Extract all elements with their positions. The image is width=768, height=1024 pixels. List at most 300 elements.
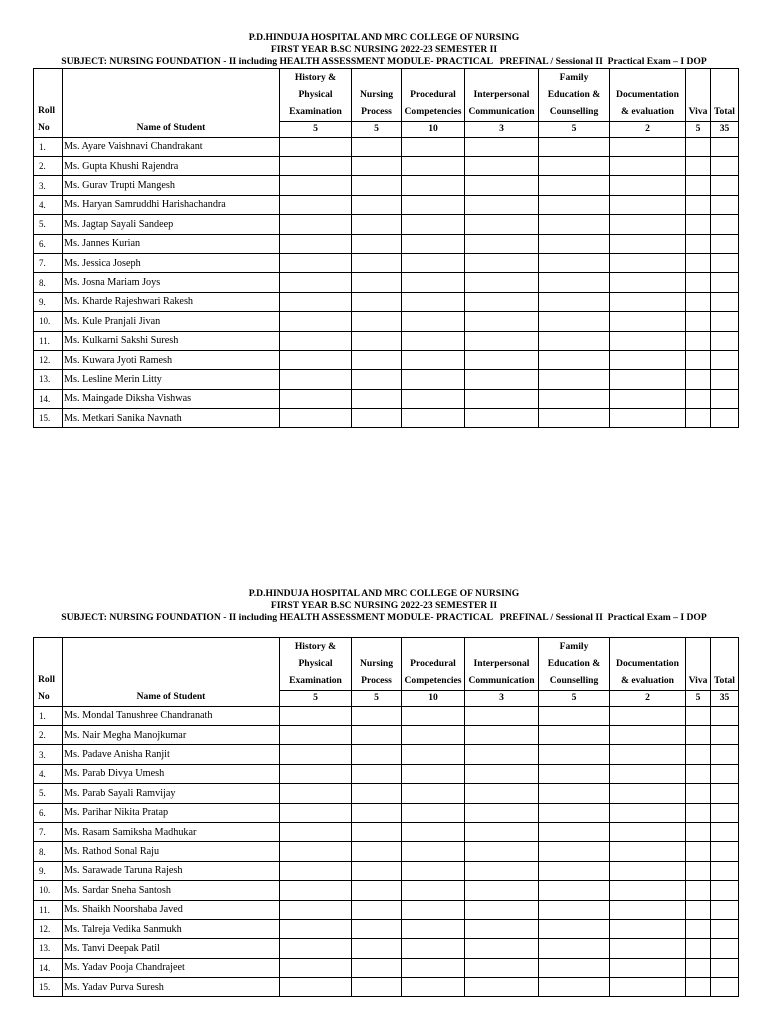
student-name: Ms. Jagtap Sayali Sandeep — [63, 215, 280, 234]
roll-number: 11. — [34, 331, 63, 350]
mark-cell-procedural[interactable] — [402, 195, 465, 214]
mark-cell-nursing-process[interactable] — [352, 726, 402, 745]
mark-cell-procedural[interactable] — [402, 331, 465, 350]
column-header-line: Competencies — [404, 675, 462, 687]
mark-cell-procedural[interactable] — [402, 253, 465, 272]
student-name: Ms. Kuwara Jyoti Ramesh — [63, 350, 280, 369]
mark-cell-interpersonal[interactable] — [465, 764, 539, 783]
mark-cell-procedural[interactable] — [402, 900, 465, 919]
mark-cell-interpersonal[interactable] — [465, 273, 539, 292]
mark-cell-family[interactable] — [539, 331, 610, 350]
mark-cell-interpersonal[interactable] — [465, 215, 539, 234]
roll-number: 10. — [34, 881, 63, 900]
mark-cell-total[interactable] — [711, 350, 739, 369]
mark-cell-family[interactable] — [539, 803, 610, 822]
student-row — [34, 350, 739, 369]
mark-cell-family[interactable] — [539, 958, 610, 977]
mark-cell-total[interactable] — [711, 803, 739, 822]
mark-cell-viva[interactable] — [686, 137, 711, 156]
mark-cell-family[interactable] — [539, 312, 610, 331]
mark-cell-interpersonal[interactable] — [465, 958, 539, 977]
roll-number: 6. — [34, 234, 63, 253]
mark-cell-nursing-process[interactable] — [352, 370, 402, 389]
subject-title: SUBJECT: NURSING FOUNDATION - II including HEALTH ASSESSMENT MODULE- PRACTICAL PREFINAL / Sessional II Practical Exam – I DOP — [61, 56, 707, 67]
mark-cell-nursing-process[interactable] — [352, 409, 402, 428]
mark-cell-total[interactable] — [711, 176, 739, 195]
column-header-family — [539, 638, 610, 691]
mark-cell-nursing-process[interactable] — [352, 215, 402, 234]
mark-cell-total[interactable] — [711, 292, 739, 311]
mark-cell-total[interactable] — [711, 764, 739, 783]
mark-cell-documentation[interactable] — [610, 745, 686, 764]
student-row — [34, 803, 739, 822]
mark-cell-nursing-process[interactable] — [352, 745, 402, 764]
mark-cell-viva[interactable] — [686, 350, 711, 369]
mark-cell-interpersonal[interactable] — [465, 784, 539, 803]
column-header-total — [711, 69, 739, 122]
mark-cell-total[interactable] — [711, 312, 739, 331]
mark-cell-documentation[interactable] — [610, 919, 686, 938]
mark-cell-viva[interactable] — [686, 881, 711, 900]
mark-cell-documentation[interactable] — [610, 312, 686, 331]
column-header-line: Process — [361, 106, 392, 118]
mark-cell-history[interactable] — [280, 900, 352, 919]
max-marks-procedural: 10 — [402, 121, 465, 137]
student-name: Ms. Metkari Sanika Navnath — [63, 409, 280, 428]
mark-cell-viva[interactable] — [686, 822, 711, 841]
mark-cell-documentation[interactable] — [610, 803, 686, 822]
student-row — [34, 745, 739, 764]
mark-cell-viva[interactable] — [686, 157, 711, 176]
mark-cell-documentation[interactable] — [610, 195, 686, 214]
mark-cell-procedural[interactable] — [402, 919, 465, 938]
mark-cell-nursing-process[interactable] — [352, 706, 402, 725]
mark-cell-nursing-process[interactable] — [352, 312, 402, 331]
mark-cell-viva[interactable] — [686, 176, 711, 195]
mark-cell-interpersonal[interactable] — [465, 745, 539, 764]
mark-cell-interpersonal[interactable] — [465, 234, 539, 253]
mark-cell-family[interactable] — [539, 726, 610, 745]
max-marks-family: 5 — [539, 121, 610, 137]
mark-cell-procedural[interactable] — [402, 764, 465, 783]
mark-cell-procedural[interactable] — [402, 157, 465, 176]
mark-cell-viva[interactable] — [686, 803, 711, 822]
student-name: Ms. Lesline Merin Litty — [63, 370, 280, 389]
mark-cell-family[interactable] — [539, 822, 610, 841]
mark-cell-total[interactable] — [711, 900, 739, 919]
mark-cell-nursing-process[interactable] — [352, 881, 402, 900]
mark-cell-documentation[interactable] — [610, 764, 686, 783]
mark-cell-viva[interactable] — [686, 919, 711, 938]
mark-cell-total[interactable] — [711, 842, 739, 861]
mark-cell-procedural[interactable] — [402, 745, 465, 764]
mark-cell-total[interactable] — [711, 958, 739, 977]
mark-cell-interpersonal[interactable] — [465, 409, 539, 428]
mark-cell-history[interactable] — [280, 939, 352, 958]
mark-cell-viva[interactable] — [686, 292, 711, 311]
mark-cell-procedural[interactable] — [402, 215, 465, 234]
mark-cell-total[interactable] — [711, 389, 739, 408]
mark-cell-interpersonal[interactable] — [465, 312, 539, 331]
mark-cell-documentation[interactable] — [610, 389, 686, 408]
mark-cell-interpersonal[interactable] — [465, 706, 539, 725]
mark-cell-nursing-process[interactable] — [352, 958, 402, 977]
mark-cell-total[interactable] — [711, 331, 739, 350]
mark-cell-documentation[interactable] — [610, 900, 686, 919]
mark-cell-nursing-process[interactable] — [352, 784, 402, 803]
mark-cell-family[interactable] — [539, 176, 610, 195]
mark-cell-interpersonal[interactable] — [465, 919, 539, 938]
mark-cell-interpersonal[interactable] — [465, 726, 539, 745]
mark-cell-family[interactable] — [539, 745, 610, 764]
column-header-line: Competencies — [404, 106, 462, 118]
column-header-line: Examination — [289, 675, 342, 687]
roll-number: 12. — [34, 350, 63, 369]
mark-cell-family[interactable] — [539, 137, 610, 156]
mark-cell-viva[interactable] — [686, 900, 711, 919]
mark-cell-procedural[interactable] — [402, 803, 465, 822]
mark-cell-interpersonal[interactable] — [465, 331, 539, 350]
mark-cell-family[interactable] — [539, 706, 610, 725]
mark-cell-documentation[interactable] — [610, 784, 686, 803]
mark-cell-documentation[interactable] — [610, 215, 686, 234]
mark-cell-interpersonal[interactable] — [465, 137, 539, 156]
mark-cell-nursing-process[interactable] — [352, 234, 402, 253]
mark-cell-viva[interactable] — [686, 370, 711, 389]
roll-number: 14. — [34, 958, 63, 977]
mark-cell-viva[interactable] — [686, 842, 711, 861]
mark-cell-interpersonal[interactable] — [465, 292, 539, 311]
mark-cell-family[interactable] — [539, 370, 610, 389]
mark-cell-documentation[interactable] — [610, 706, 686, 725]
mark-cell-total[interactable] — [711, 978, 739, 997]
mark-cell-history[interactable] — [280, 822, 352, 841]
mark-cell-procedural[interactable] — [402, 409, 465, 428]
mark-cell-history[interactable] — [280, 292, 352, 311]
mark-cell-documentation[interactable] — [610, 881, 686, 900]
mark-cell-history[interactable] — [280, 215, 352, 234]
mark-cell-total[interactable] — [711, 234, 739, 253]
column-header-viva — [686, 638, 711, 691]
mark-cell-nursing-process[interactable] — [352, 939, 402, 958]
student-row — [34, 842, 739, 861]
student-row — [34, 215, 739, 234]
roll-number: 2. — [34, 157, 63, 176]
mark-cell-documentation[interactable] — [610, 350, 686, 369]
mark-cell-family[interactable] — [539, 919, 610, 938]
mark-cell-documentation[interactable] — [610, 331, 686, 350]
mark-cell-viva[interactable] — [686, 234, 711, 253]
student-row — [34, 764, 739, 783]
mark-cell-history[interactable] — [280, 745, 352, 764]
mark-cell-nursing-process[interactable] — [352, 273, 402, 292]
mark-cell-nursing-process[interactable] — [352, 389, 402, 408]
mark-cell-procedural[interactable] — [402, 784, 465, 803]
mark-cell-viva[interactable] — [686, 389, 711, 408]
mark-cell-history[interactable] — [280, 331, 352, 350]
mark-cell-family[interactable] — [539, 292, 610, 311]
mark-cell-documentation[interactable] — [610, 137, 686, 156]
roll-number: 9. — [34, 861, 63, 880]
mark-cell-total[interactable] — [711, 409, 739, 428]
mark-cell-family[interactable] — [539, 273, 610, 292]
student-row — [34, 939, 739, 958]
mark-cell-history[interactable] — [280, 881, 352, 900]
student-row — [34, 389, 739, 408]
mark-cell-history[interactable] — [280, 273, 352, 292]
mark-cell-procedural[interactable] — [402, 978, 465, 997]
mark-cell-documentation[interactable] — [610, 292, 686, 311]
mark-cell-viva[interactable] — [686, 726, 711, 745]
mark-cell-viva[interactable] — [686, 706, 711, 725]
max-marks-total: 35 — [711, 690, 739, 706]
mark-cell-documentation[interactable] — [610, 939, 686, 958]
mark-cell-viva[interactable] — [686, 978, 711, 997]
column-header-line: No — [38, 122, 50, 134]
mark-cell-interpersonal[interactable] — [465, 842, 539, 861]
mark-cell-total[interactable] — [711, 370, 739, 389]
mark-cell-nursing-process[interactable] — [352, 764, 402, 783]
mark-cell-documentation[interactable] — [610, 958, 686, 977]
mark-cell-history[interactable] — [280, 157, 352, 176]
column-header-line: Roll — [38, 105, 56, 117]
mark-cell-nursing-process[interactable] — [352, 842, 402, 861]
mark-cell-family[interactable] — [539, 900, 610, 919]
mark-cell-documentation[interactable] — [610, 861, 686, 880]
mark-cell-history[interactable] — [280, 919, 352, 938]
mark-cell-family[interactable] — [539, 409, 610, 428]
column-header-line: Process — [361, 675, 392, 687]
mark-cell-history[interactable] — [280, 958, 352, 977]
mark-cell-family[interactable] — [539, 389, 610, 408]
mark-cell-documentation[interactable] — [610, 234, 686, 253]
mark-cell-nursing-process[interactable] — [352, 137, 402, 156]
mark-cell-family[interactable] — [539, 195, 610, 214]
mark-cell-procedural[interactable] — [402, 234, 465, 253]
max-marks-family: 5 — [539, 690, 610, 706]
roll-number: 7. — [34, 822, 63, 841]
mark-cell-total[interactable] — [711, 137, 739, 156]
student-name: Ms. Josna Mariam Joys — [63, 273, 280, 292]
mark-cell-nursing-process[interactable] — [352, 331, 402, 350]
mark-cell-history[interactable] — [280, 784, 352, 803]
mark-cell-family[interactable] — [539, 939, 610, 958]
mark-cell-total[interactable] — [711, 939, 739, 958]
mark-cell-documentation[interactable] — [610, 409, 686, 428]
mark-cell-nursing-process[interactable] — [352, 861, 402, 880]
mark-cell-procedural[interactable] — [402, 939, 465, 958]
student-name: Ms. Gurav Trupti Mangesh — [63, 176, 280, 195]
mark-cell-procedural[interactable] — [402, 822, 465, 841]
mark-cell-history[interactable] — [280, 370, 352, 389]
mark-cell-total[interactable] — [711, 253, 739, 272]
mark-cell-procedural[interactable] — [402, 881, 465, 900]
student-name: Ms. Yadav Purva Suresh — [63, 978, 280, 997]
mark-cell-nursing-process[interactable] — [352, 176, 402, 195]
mark-cell-interpersonal[interactable] — [465, 157, 539, 176]
mark-cell-viva[interactable] — [686, 331, 711, 350]
mark-cell-total[interactable] — [711, 745, 739, 764]
mark-cell-history[interactable] — [280, 234, 352, 253]
mark-cell-history[interactable] — [280, 726, 352, 745]
mark-cell-total[interactable] — [711, 195, 739, 214]
mark-cell-interpersonal[interactable] — [465, 822, 539, 841]
mark-cell-viva[interactable] — [686, 764, 711, 783]
mark-cell-viva[interactable] — [686, 745, 711, 764]
mark-cell-nursing-process[interactable] — [352, 350, 402, 369]
mark-cell-total[interactable] — [711, 726, 739, 745]
mark-cell-nursing-process[interactable] — [352, 822, 402, 841]
mark-cell-history[interactable] — [280, 978, 352, 997]
mark-cell-history[interactable] — [280, 706, 352, 725]
mark-cell-procedural[interactable] — [402, 861, 465, 880]
mark-cell-interpersonal[interactable] — [465, 803, 539, 822]
mark-cell-history[interactable] — [280, 409, 352, 428]
mark-cell-nursing-process[interactable] — [352, 292, 402, 311]
mark-cell-procedural[interactable] — [402, 726, 465, 745]
mark-cell-viva[interactable] — [686, 215, 711, 234]
mark-cell-family[interactable] — [539, 234, 610, 253]
mark-cell-interpersonal[interactable] — [465, 370, 539, 389]
mark-cell-interpersonal[interactable] — [465, 978, 539, 997]
mark-cell-interpersonal[interactable] — [465, 939, 539, 958]
mark-cell-history[interactable] — [280, 842, 352, 861]
mark-cell-history[interactable] — [280, 861, 352, 880]
mark-cell-history[interactable] — [280, 803, 352, 822]
mark-cell-total[interactable] — [711, 706, 739, 725]
mark-cell-viva[interactable] — [686, 273, 711, 292]
mark-cell-procedural[interactable] — [402, 389, 465, 408]
mark-cell-procedural[interactable] — [402, 706, 465, 725]
mark-cell-family[interactable] — [539, 861, 610, 880]
mark-cell-interpersonal[interactable] — [465, 861, 539, 880]
mark-cell-family[interactable] — [539, 784, 610, 803]
mark-cell-total[interactable] — [711, 861, 739, 880]
student-name: Ms. Padave Anisha Ranjit — [63, 745, 280, 764]
mark-cell-procedural[interactable] — [402, 292, 465, 311]
mark-cell-procedural[interactable] — [402, 137, 465, 156]
column-header-line: Total — [714, 106, 735, 118]
mark-cell-viva[interactable] — [686, 312, 711, 331]
mark-cell-total[interactable] — [711, 881, 739, 900]
mark-cell-nursing-process[interactable] — [352, 803, 402, 822]
mark-cell-history[interactable] — [280, 350, 352, 369]
max-marks-history: 5 — [280, 690, 352, 706]
mark-cell-documentation[interactable] — [610, 157, 686, 176]
mark-cell-family[interactable] — [539, 764, 610, 783]
mark-cell-interpersonal[interactable] — [465, 881, 539, 900]
column-header-nursing-process — [352, 69, 402, 122]
sheet-header — [0, 588, 768, 624]
student-row — [34, 726, 739, 745]
mark-cell-interpersonal[interactable] — [465, 350, 539, 369]
mark-cell-family[interactable] — [539, 157, 610, 176]
mark-cell-documentation[interactable] — [610, 978, 686, 997]
mark-cell-history[interactable] — [280, 195, 352, 214]
mark-cell-history[interactable] — [280, 764, 352, 783]
mark-cell-documentation[interactable] — [610, 253, 686, 272]
column-header-line: Family — [559, 72, 589, 83]
mark-cell-nursing-process[interactable] — [352, 978, 402, 997]
mark-cell-total[interactable] — [711, 215, 739, 234]
mark-cell-interpersonal[interactable] — [465, 195, 539, 214]
column-header-line: Examination — [289, 106, 342, 118]
mark-cell-family[interactable] — [539, 350, 610, 369]
mark-cell-family[interactable] — [539, 253, 610, 272]
mark-cell-family[interactable] — [539, 978, 610, 997]
mark-cell-interpersonal[interactable] — [465, 253, 539, 272]
mark-cell-viva[interactable] — [686, 195, 711, 214]
mark-cell-viva[interactable] — [686, 958, 711, 977]
roll-number: 2. — [34, 726, 63, 745]
mark-cell-procedural[interactable] — [402, 370, 465, 389]
mark-cell-procedural[interactable] — [402, 273, 465, 292]
mark-cell-history[interactable] — [280, 253, 352, 272]
mark-cell-documentation[interactable] — [610, 273, 686, 292]
mark-cell-procedural[interactable] — [402, 958, 465, 977]
mark-cell-documentation[interactable] — [610, 842, 686, 861]
mark-cell-documentation[interactable] — [610, 726, 686, 745]
student-row — [34, 919, 739, 938]
mark-cell-nursing-process[interactable] — [352, 253, 402, 272]
mark-cell-viva[interactable] — [686, 253, 711, 272]
mark-cell-documentation[interactable] — [610, 370, 686, 389]
mark-cell-interpersonal[interactable] — [465, 176, 539, 195]
mark-cell-procedural[interactable] — [402, 312, 465, 331]
mark-cell-viva[interactable] — [686, 409, 711, 428]
sheet-header — [0, 32, 768, 68]
student-row — [34, 312, 739, 331]
mark-cell-interpersonal[interactable] — [465, 900, 539, 919]
student-row — [34, 822, 739, 841]
mark-cell-history[interactable] — [280, 312, 352, 331]
mark-cell-procedural[interactable] — [402, 842, 465, 861]
mark-cell-history[interactable] — [280, 176, 352, 195]
mark-cell-documentation[interactable] — [610, 176, 686, 195]
mark-cell-viva[interactable] — [686, 784, 711, 803]
column-header-line: Counselling — [549, 106, 599, 118]
mark-cell-total[interactable] — [711, 273, 739, 292]
mark-cell-family[interactable] — [539, 881, 610, 900]
mark-cell-procedural[interactable] — [402, 350, 465, 369]
roll-number: 1. — [34, 137, 63, 156]
mark-cell-total[interactable] — [711, 822, 739, 841]
mark-cell-interpersonal[interactable] — [465, 389, 539, 408]
mark-cell-total[interactable] — [711, 919, 739, 938]
mark-cell-family[interactable] — [539, 215, 610, 234]
mark-cell-procedural[interactable] — [402, 176, 465, 195]
mark-cell-total[interactable] — [711, 784, 739, 803]
mark-cell-history[interactable] — [280, 137, 352, 156]
mark-cell-nursing-process[interactable] — [352, 900, 402, 919]
mark-cell-viva[interactable] — [686, 939, 711, 958]
column-header-total — [711, 638, 739, 691]
mark-cell-nursing-process[interactable] — [352, 919, 402, 938]
mark-cell-documentation[interactable] — [610, 822, 686, 841]
mark-cell-history[interactable] — [280, 389, 352, 408]
student-name: Ms. Nair Megha Manojkumar — [63, 726, 280, 745]
column-header-line: Total — [714, 675, 735, 687]
column-header-line: Procedural — [410, 89, 456, 101]
student-name: Ms. Kule Pranjali Jivan — [63, 312, 280, 331]
mark-cell-nursing-process[interactable] — [352, 195, 402, 214]
column-header-line: Interpersonal — [473, 89, 530, 101]
mark-cell-family[interactable] — [539, 842, 610, 861]
mark-cell-nursing-process[interactable] — [352, 157, 402, 176]
mark-cell-viva[interactable] — [686, 861, 711, 880]
course-title: FIRST YEAR B.SC NURSING 2022-23 SEMESTER II — [270, 600, 498, 611]
mark-cell-total[interactable] — [711, 157, 739, 176]
